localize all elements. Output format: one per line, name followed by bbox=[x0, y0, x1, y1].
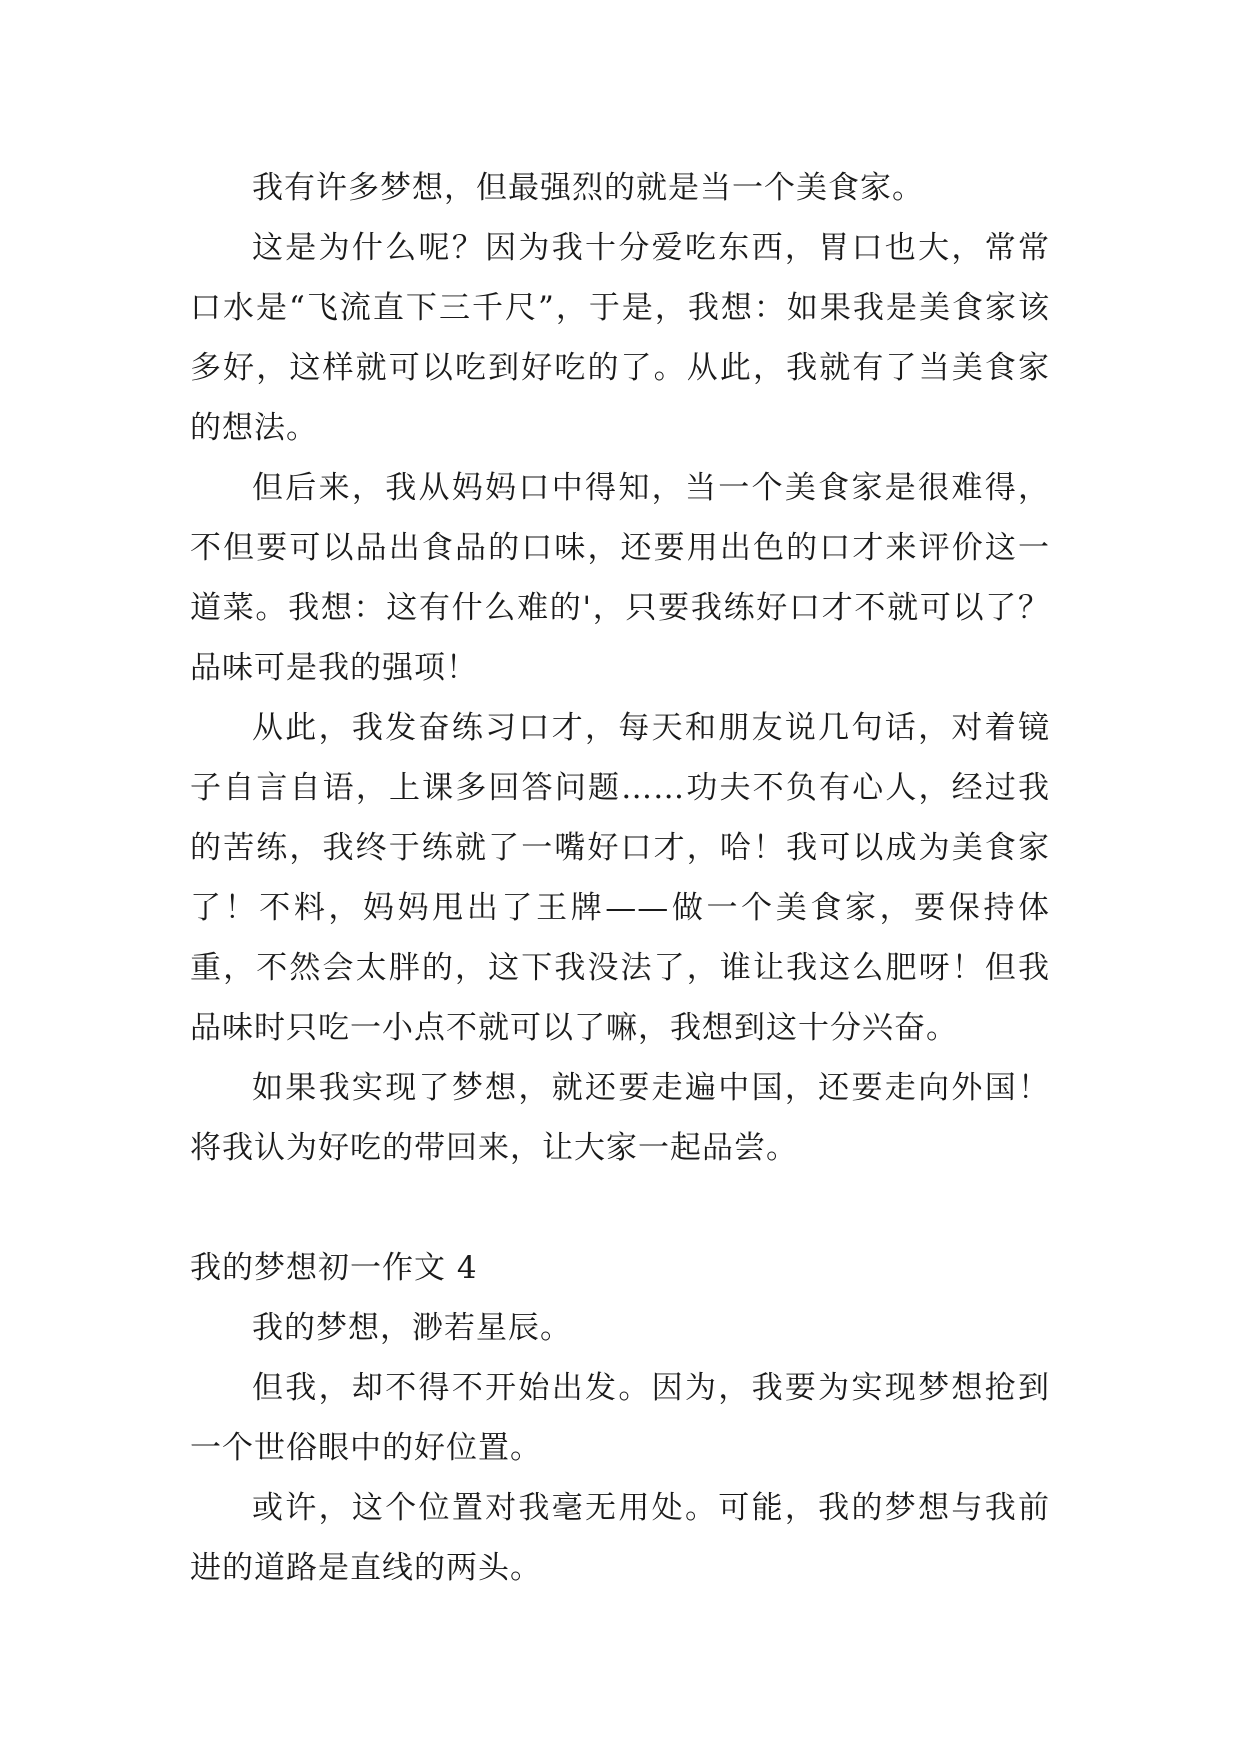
paragraph: 我有许多梦想，但最强烈的就是当一个美食家。 bbox=[252, 170, 924, 206]
paragraph: 但我，却不得不开始出发。因为，我要为实现梦想抢到一个世俗眼中的好位置。 bbox=[190, 1370, 1050, 1466]
paragraph: 这是为什么呢？因为我十分爱吃东西，胃口也大，常常口水是“飞流直下三千尺”，于是，我想：如果我是美食家该多好，这样就可以吃到好吃的了。从此，我就有了当美食家的想法。 bbox=[190, 230, 1050, 446]
document-body bbox=[190, 158, 1050, 1598]
paragraph: 从此，我发奋练习口才，每天和朋友说几句话，对着镜子自言自语，上课多回答问题……功夫不负有心人，经过我的苦练，我终于练就了一嘴好口才，哈！我可以成为美食家了！不料，妈妈甩出了王牌——做一个美食家，要保持体重，不然会太胖的，这下我没法了，谁让我这么肥呀！但我品味时只吃一小点不就可以了嘛，我想到这十分兴奋。 bbox=[190, 710, 1050, 1046]
paragraph: 或许，这个位置对我毫无用处。可能，我的梦想与我前进的道路是直线的两头。 bbox=[190, 1490, 1050, 1586]
section-title: 我的梦想初一作文 4 bbox=[190, 1250, 478, 1286]
paragraph: 但后来，我从妈妈口中得知，当一个美食家是很难得，不但要可以品出食品的口味，还要用出色的口才来评价这一道菜。我想：这有什么难的'，只要我练好口才不就可以了？品味可是我的强项！ bbox=[190, 470, 1050, 686]
paragraph: 如果我实现了梦想，就还要走遍中国，还要走向外国！将我认为好吃的带回来，让大家一起品尝。 bbox=[190, 1070, 1050, 1166]
paragraph: 我的梦想，渺若星辰。 bbox=[252, 1310, 572, 1346]
